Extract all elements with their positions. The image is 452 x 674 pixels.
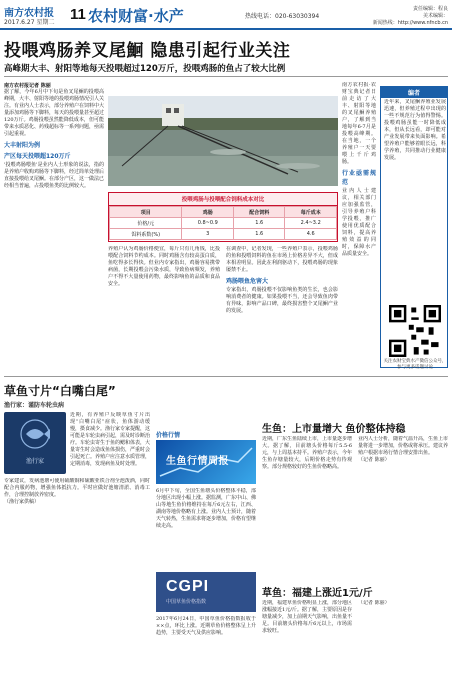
page-number: 11 xyxy=(70,6,86,23)
article-column-3 xyxy=(226,246,338,372)
article2-title: 草鱼寸片“白嘴白尾” xyxy=(4,384,116,398)
byline: 南方农村报记者 陈丽 xyxy=(4,83,51,89)
price-section-label: 价格行情 xyxy=(156,432,181,439)
news2-body-1: 近期，福建草鱼价格明显上涨，部分地区涨幅接近1元/斤。据了解，主要原因是存塘量减少，加上前期天气影响，出鱼量不足。目前塘头价格每斤6元以上，市场需求较旺。 xyxy=(262,600,352,634)
article-column-2 xyxy=(108,246,220,372)
cost-table xyxy=(109,206,337,240)
market-body: 6月中下旬，全国生鱼塘头价格整体平稳，部分地区出现小幅上涨。据监测，广东中山、佛山等地生鱼价格维持在每斤6元左右，江西、湖南等地价格略有上涨。业内人士预计，随着天气转热，生鱼需求将逐步增加，价格有望继续走高。 xyxy=(156,488,256,529)
market-weekly-banner xyxy=(156,440,256,484)
table-cell: 2.4~3.2 xyxy=(285,218,337,229)
article-column-1 xyxy=(4,82,104,372)
table-cell: 1.6 xyxy=(234,218,285,229)
qr-code-icon[interactable] xyxy=(389,305,441,357)
news1-body-1: 近期，广东生鱼陆续上市，上市量逐步增大。据了解，目前塘头价格每斤5.5-6元，与上周基本持平。养殖户表示，今年生鱼存塘量较大，后期价格走势有待观察。部分规格较好的生鱼价格略高。 xyxy=(262,436,352,470)
masthead xyxy=(0,0,452,30)
sidebar-title: 编者 xyxy=(381,87,447,98)
cgpi-banner xyxy=(156,572,256,612)
publication-date: 2017.6.27 星期二 xyxy=(4,19,55,26)
table-header-cell: 项目 xyxy=(110,207,182,218)
hotline: 热线电话：020-63030394 xyxy=(245,13,320,20)
editor-note-sidebar xyxy=(380,86,448,368)
table-cell: 价格/元 xyxy=(110,218,182,229)
news1-body-2 xyxy=(358,436,448,578)
section-subtitle: 鸡肠喂鱼危害大 xyxy=(226,278,269,285)
section-subtitle: 大丰射阳为例 xyxy=(4,142,41,149)
body-text: 养殖户认为鸡肠价格便宜，每斤只有几角钱，比投喂配合饲料节约成本。同时鸡肠含有较高蛋白质，鱼吃得多长得快。但业内专家指出，鸡肠容易携带病菌，长期投喂会污染水质，导致鱼病频发，养殖户不得不大量使用药物，最终影响鱼的品质和食品安全。 xyxy=(108,246,220,287)
cgpi-subtitle: 中国草鱼价格指数 xyxy=(166,599,207,605)
market-weekly-title: 生鱼行情周报 xyxy=(166,456,229,467)
credit: （渔行家供稿） xyxy=(4,499,40,505)
body-text: 专家指出，鸡肠投喂不仅影响鱼类的生长，也会影响消费者的健康。如果投喂不当，还会导致鱼肉带有异味，影响产品口碑，最终损害整个叉尾鮰产业的发展。 xyxy=(226,287,338,314)
pond-photo xyxy=(108,96,338,186)
credit: （记者 陈丽） xyxy=(358,600,390,606)
editor-line: 责任编辑：程良 xyxy=(412,6,448,12)
main-subhead: 高峰期大丰、射阳等地每天投喂超过120万斤，投喂鸡肠的鱼占了较大比例 xyxy=(4,64,286,74)
main-headline: 投喂鸡肠养叉尾鮰 隐患引起行业关注 xyxy=(4,41,291,61)
table-header-cell: 鸡肠 xyxy=(182,207,234,218)
pond-photo-illustration xyxy=(108,96,338,186)
table-row xyxy=(110,218,337,229)
editor-credits xyxy=(348,6,448,27)
article2-subtitle: 渔行家：谨防车轮虫病 xyxy=(4,402,65,409)
cgpi-body: 2017年6月24日，中国草鱼价格指数报收于××点，环比上涨。近期草鱼价格整体呈上升趋势，主要受天气及供应影响。 xyxy=(156,616,256,636)
body-text: 业内人士分析，随着气温升高，生鱼上市量将进一步增加，价格或将承压。建议养殖户根据市场行情合理安排出鱼。 xyxy=(358,436,448,456)
body-text: 业内人士建议，相关部门应加强监管，引导养殖户科学投喂，推广使用优质配合饲料，提高养殖效益的同时，保障水产品质量安全。 xyxy=(342,188,376,257)
article-column-4 xyxy=(342,82,376,372)
divider xyxy=(4,376,448,377)
section-subtitle: 产区每天投喂超120万斤 xyxy=(4,153,71,160)
logo-text: 渔行家 xyxy=(25,458,44,465)
news1-title: 生鱼：上市量增大 鱼价整体持稳 xyxy=(262,424,406,435)
table-cell: 3 xyxy=(182,229,234,240)
table-cell: 0.8~0.9 xyxy=(182,218,234,229)
table-header-row xyxy=(110,207,337,218)
table-row xyxy=(110,229,337,240)
body-text: '投喂鸡肠喂鱼'是业内人士形象的说法，指的是养殖户收购鸡肠等下脚料，经过简单处理后直接投喂给叉尾鮰。在部分产区，这一做法已经相当普遍，占投喂鱼类的比例较大。 xyxy=(4,162,104,189)
article2-body-2 xyxy=(4,478,150,662)
table-cell: 4.6 xyxy=(285,229,337,240)
qr-caption: 关注农财宝典水产微信公众号，参与更多话题讨论 xyxy=(383,359,447,370)
table-cell: 1.6 xyxy=(234,229,285,240)
divider xyxy=(4,76,448,77)
body-text: 据了解，今年6月中下旬是鱼叉尾鮰的投喂高峰期，大丰、射阳等地的投喂鸡肠情况引人关注。有业内人士表示，部分养殖户在饲料中大量添加鸡肠等下脚料，每天的投喂量甚至超过120万斤。鸡肠投喂虽然能降低成本，但可能带来水质恶化、药残超标等一系列问题，亟需引起重视。 xyxy=(4,89,104,137)
section-title: 农村财富·水产 xyxy=(88,7,184,25)
table-header-cell: 配合饲料 xyxy=(234,207,285,218)
editor-line: 美术编辑： xyxy=(422,13,448,19)
table-cell: 饵料系数(%) xyxy=(110,229,182,240)
body-text: 专家建议，发病池塘可使用硫酸铜和硫酸亚铁合剂全池泼洒，同时配合内服药物，增强鱼体抵抗力。平时应做好池塘清淤、消毒工作，合理控制放养密度。 xyxy=(4,478,150,498)
credit: （记者 陈丽） xyxy=(358,457,390,463)
news2-title: 草鱼：福建上涨近1元/斤 xyxy=(262,588,373,599)
body-text: 在调查中，记者发现，一些养殖户表示，投喂鸡肠的鱼和投喂饲料的鱼在市场上价格差异不大，但成本相差明显。因此在利润驱动下，投喂鸡肠的现象屡禁不止。 xyxy=(226,246,338,273)
cgpi-title: CGPI xyxy=(166,578,210,595)
article2-body-1: 近期，有养殖户反映草鱼寸片出现“白嘴白尾”症状，鱼体游动缓慢，摄食减少。渔行家专家提醒，这可能是车轮虫病引起，需及时诊断治疗。车轮虫寄生于鱼的鳃和体表，大量寄生时会造成鱼体损伤，严重时会引起死亡。养殖户应注意水质管理，定期消毒，发现病鱼及时处理。 xyxy=(70,412,150,467)
table-caption: 投喂鸡肠与投喂配合饲料成本对比 xyxy=(109,193,337,206)
section-subtitle: 行业亟需规范 xyxy=(342,170,376,186)
table-header-cell: 每斤成本 xyxy=(285,207,337,218)
sidebar-body: 近年来，叉尾鮰养殖业发展迅速，但养殖过程中出现的一些不规范行为值得警惕。投喂鸡肠虽能一时降低成本，但从长远看，却可能对产业发展带来负面影响。希望养殖户能够着眼长远，科学养殖，共同推动行业健康发展。 xyxy=(384,99,446,161)
cost-comparison-table xyxy=(108,192,338,242)
body-text: 南方农村报·农财宝典记者日前走访了大丰、射阳等地的叉尾鮰养殖户，了解到当地每年6-7月是投喂高峰期。在当地，一个养殖户一天要喂上千斤鸡肠。 xyxy=(342,82,376,165)
yuhangjia-logo xyxy=(4,412,66,474)
news2-body-2 xyxy=(358,600,448,668)
fish-logo-icon xyxy=(4,412,66,456)
paper-name: 南方农村报 xyxy=(4,8,54,19)
editor-line: 新闻热线：http://www.nfncb.cn xyxy=(372,20,448,26)
